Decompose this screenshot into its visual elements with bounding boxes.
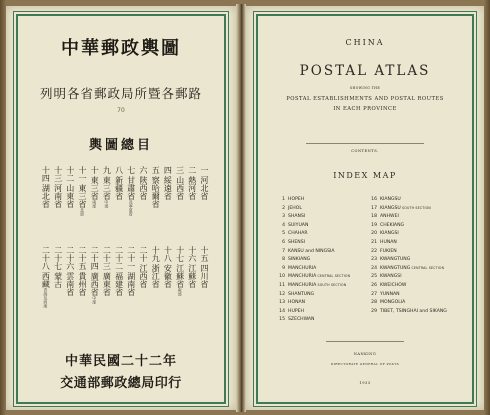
- index-column: [37, 246, 53, 308]
- entry-number: 25: [371, 274, 377, 280]
- index-number: 十四: [41, 166, 51, 182]
- province-name: 綏遠省: [163, 176, 173, 200]
- entry-number: 13: [279, 300, 285, 306]
- entry-name: HOPEH: [288, 197, 305, 202]
- entry-name: KANSU and NINGSIA: [288, 248, 335, 254]
- left-page: [6, 6, 236, 410]
- imprint-label: DIRECTORATE GENERAL OF POSTS: [330, 362, 400, 366]
- index-number: 十二: [65, 166, 75, 182]
- index-entry: [276, 310, 304, 315]
- entry-name: HUPEH: [288, 308, 304, 314]
- province-note: 中部: [92, 296, 98, 304]
- entry-number: 24: [371, 265, 377, 271]
- entry-number: 10: [279, 274, 285, 280]
- entry-number: 28: [371, 300, 377, 306]
- province-note: 青海及西康: [43, 288, 49, 308]
- index-number: 二十六: [65, 246, 75, 270]
- index-entry: [276, 301, 305, 306]
- index-number: 二十五: [78, 246, 87, 270]
- divider-line: [306, 143, 424, 144]
- entry-number: 7: [282, 248, 285, 254]
- province-name: 江西省: [139, 264, 148, 288]
- entry-section: SOUTH SECTION: [316, 283, 347, 287]
- entry-number: 22: [371, 248, 377, 254]
- right-page: [246, 6, 484, 410]
- index-entry: [368, 301, 405, 306]
- entry-name: KWEICHOW: [380, 283, 407, 288]
- entry-name: YUNNAN: [380, 291, 400, 297]
- book-spine: [236, 4, 246, 412]
- province-name: 東三省: [78, 184, 87, 208]
- entry-number: 27: [371, 291, 377, 297]
- index-number: 二十七: [53, 246, 63, 270]
- index-number: 九: [102, 166, 112, 174]
- entry-number: 18: [371, 214, 377, 220]
- entry-name: SHENSI: [288, 240, 305, 245]
- index-number: 二十一: [126, 246, 136, 270]
- province-note: 北部: [80, 208, 85, 216]
- entry-number: 4: [282, 222, 285, 228]
- province-name: 陝西省: [139, 176, 148, 200]
- index-entry: [276, 318, 315, 323]
- entry-name: HUNAN: [380, 240, 397, 245]
- index-number: 十九: [151, 246, 161, 262]
- province-name: 福建省: [114, 272, 124, 296]
- entry-number: 5: [282, 231, 285, 237]
- province-name: 西藏: [41, 272, 51, 288]
- index-entry: [276, 241, 305, 246]
- entry-number: 17: [371, 205, 377, 211]
- index-entry: [368, 215, 399, 220]
- left-page-border: [16, 14, 226, 404]
- place-label: NANKING: [353, 352, 377, 356]
- entry-number: 9: [282, 265, 285, 271]
- entry-name: MANCHURIA: [288, 265, 317, 271]
- entry-number: 15: [279, 317, 285, 323]
- index-number: 二十二: [114, 246, 124, 270]
- province-name: 新疆省: [114, 176, 124, 200]
- entry-number: 8: [282, 257, 285, 263]
- index-entry: [368, 267, 444, 272]
- index-number: 十: [90, 166, 100, 174]
- entry-number: 6: [282, 240, 285, 245]
- entry-name: SUIYUAN: [288, 222, 309, 228]
- province-name: 山東省: [65, 184, 75, 208]
- chinese-publisher: 交通部郵政總局印行: [60, 376, 182, 391]
- index-entry: [368, 241, 397, 246]
- province-name: 河南省: [53, 184, 63, 208]
- index-number: 五: [151, 166, 161, 174]
- index-number: 十八: [163, 246, 173, 262]
- entry-section: CENTRAL SECTION: [316, 274, 351, 279]
- entry-number: 20: [371, 231, 377, 237]
- index-entry: [276, 293, 314, 298]
- province-name: 察哈爾省: [151, 176, 161, 208]
- index-number: 二十四: [90, 246, 100, 270]
- province-name: 浙江省: [151, 264, 161, 288]
- index-number: 十五: [200, 246, 209, 262]
- atlas-title: POSTAL ATLAS: [299, 63, 431, 79]
- entry-name: CHAHAR: [288, 231, 308, 237]
- province-name: 湖北省: [41, 184, 51, 208]
- index-number: 二十三: [102, 246, 112, 270]
- province-name: 四川省: [200, 264, 209, 288]
- entry-name: KIANGSU: [380, 197, 401, 202]
- index-entry: [368, 224, 404, 229]
- index-entry: [276, 215, 305, 220]
- index-entry: [276, 275, 350, 280]
- entry-number: 29: [371, 308, 377, 314]
- entry-number: 21: [371, 240, 377, 245]
- divider-line-bottom: [326, 341, 404, 342]
- entry-name: SZECHWAN: [288, 317, 315, 323]
- index-number: 四: [163, 166, 173, 174]
- index-column: [37, 166, 53, 208]
- index-entry: [276, 198, 304, 203]
- province-name: 江蘇省: [175, 264, 185, 288]
- entry-number: 12: [279, 291, 285, 297]
- entry-name: JEHOL: [288, 205, 302, 211]
- province-name: 雲南省: [65, 272, 75, 296]
- index-number: 一: [200, 166, 209, 174]
- index-number: 十七: [175, 246, 185, 262]
- index-entry: [368, 284, 406, 289]
- entry-name: KIANGSI: [380, 231, 399, 237]
- entry-number: 19: [371, 222, 377, 228]
- entry-name: ANHWEI: [380, 214, 399, 220]
- entry-name: SHANTUNG: [288, 291, 315, 297]
- entry-name: KWANGTUNG: [380, 257, 411, 263]
- year-label: 1933: [359, 381, 371, 385]
- index-number: 六: [139, 166, 148, 174]
- entry-name: SINKIANG: [288, 257, 311, 263]
- province-name: 東三省: [102, 176, 112, 200]
- province-name: 江蘇省: [187, 264, 197, 288]
- entry-section: CENTRAL SECTION: [410, 265, 445, 270]
- index-entry: [276, 267, 316, 272]
- contents-label: CONTENTS.: [351, 149, 379, 153]
- entry-name: TIBET, TSINGHAI and SIKANG: [380, 308, 447, 314]
- index-number: 十三: [53, 166, 63, 182]
- index-entry: [368, 310, 447, 315]
- entry-name: FUKIEN: [380, 248, 397, 254]
- province-name: 湖南省: [126, 272, 136, 296]
- index-entry: [368, 198, 401, 203]
- index-number: 二: [187, 166, 197, 174]
- entry-number: 11: [279, 283, 285, 288]
- index-number: 七: [126, 166, 136, 174]
- index-number: 十六: [187, 246, 197, 262]
- entry-name: SHANSI: [288, 214, 306, 220]
- entry-name: CHEKIANG: [380, 222, 405, 228]
- province-name: 東三省: [90, 176, 100, 200]
- entry-number: 14: [279, 308, 285, 314]
- province-note: 及寧夏省: [128, 200, 134, 216]
- index-entry: [276, 207, 302, 212]
- index-entry: [276, 250, 335, 255]
- index-entry: [368, 258, 410, 263]
- entry-number: 16: [371, 197, 377, 202]
- showing-label: SHOWING THE: [349, 86, 381, 90]
- entry-number: 2: [282, 205, 285, 211]
- province-note: 南部: [92, 200, 98, 208]
- country-label: CHINA: [345, 38, 385, 47]
- entry-name: KIANGSU: [380, 205, 401, 211]
- entry-name: MANCHURIA: [288, 274, 317, 280]
- entry-name: MONGOLIA: [380, 300, 406, 306]
- province-name: 山西省: [175, 176, 185, 200]
- province-note: 中部: [104, 200, 110, 208]
- entry-number: 3: [282, 214, 285, 220]
- atlas-subtitle-line1: POSTAL ESTABLISHMENTS AND POSTAL ROUTES: [286, 96, 444, 102]
- entry-name: MANCHURIA: [288, 283, 317, 288]
- chinese-index-heading: 輿圖總目: [88, 138, 153, 153]
- province-name: 安徽省: [163, 264, 173, 288]
- entry-name: KWANGSI: [380, 274, 402, 280]
- entry-name: HONAN: [288, 300, 306, 306]
- index-number: 八: [114, 166, 124, 174]
- province-name: 熱河省: [187, 176, 197, 200]
- atlas-subtitle-line2: IN EACH PROVINCE: [333, 106, 397, 112]
- province-name: 廣東省: [102, 272, 112, 296]
- index-entry: [276, 224, 308, 229]
- entry-name: KWANGTUNG: [380, 265, 411, 271]
- province-name: 蒙古: [53, 272, 63, 288]
- province-note: 南部: [177, 288, 183, 296]
- index-entry: [368, 293, 400, 298]
- entry-number: 26: [371, 283, 377, 288]
- index-number: 十一: [78, 166, 87, 182]
- index-entry: [276, 284, 346, 289]
- index-number: 三: [175, 166, 185, 174]
- index-entry: [276, 258, 310, 263]
- index-entry: [276, 232, 308, 237]
- index-entry: [368, 207, 431, 212]
- chinese-subtitle: 列明各省郵政局所暨各郵路: [39, 86, 202, 101]
- chinese-date-line: 中華民國二十二年: [64, 354, 177, 369]
- entry-number: 1: [282, 197, 285, 202]
- province-name: 甘肅省: [126, 176, 136, 200]
- index-number: 二十八: [41, 246, 51, 270]
- entry-section: SOUTH SECTION: [400, 205, 431, 210]
- province-name: 貴州省: [78, 272, 87, 296]
- province-name: 河北省: [200, 176, 209, 200]
- index-number: 二十: [139, 246, 148, 262]
- page-number: 70: [117, 107, 125, 114]
- province-name: 廣西省: [90, 272, 100, 296]
- index-entry: [368, 275, 402, 280]
- index-map-heading: INDEX MAP: [333, 171, 397, 180]
- index-entry: [368, 250, 397, 255]
- entry-number: 23: [371, 257, 377, 263]
- chinese-title: 中華郵政輿圖: [61, 38, 181, 59]
- index-entry: [368, 232, 399, 237]
